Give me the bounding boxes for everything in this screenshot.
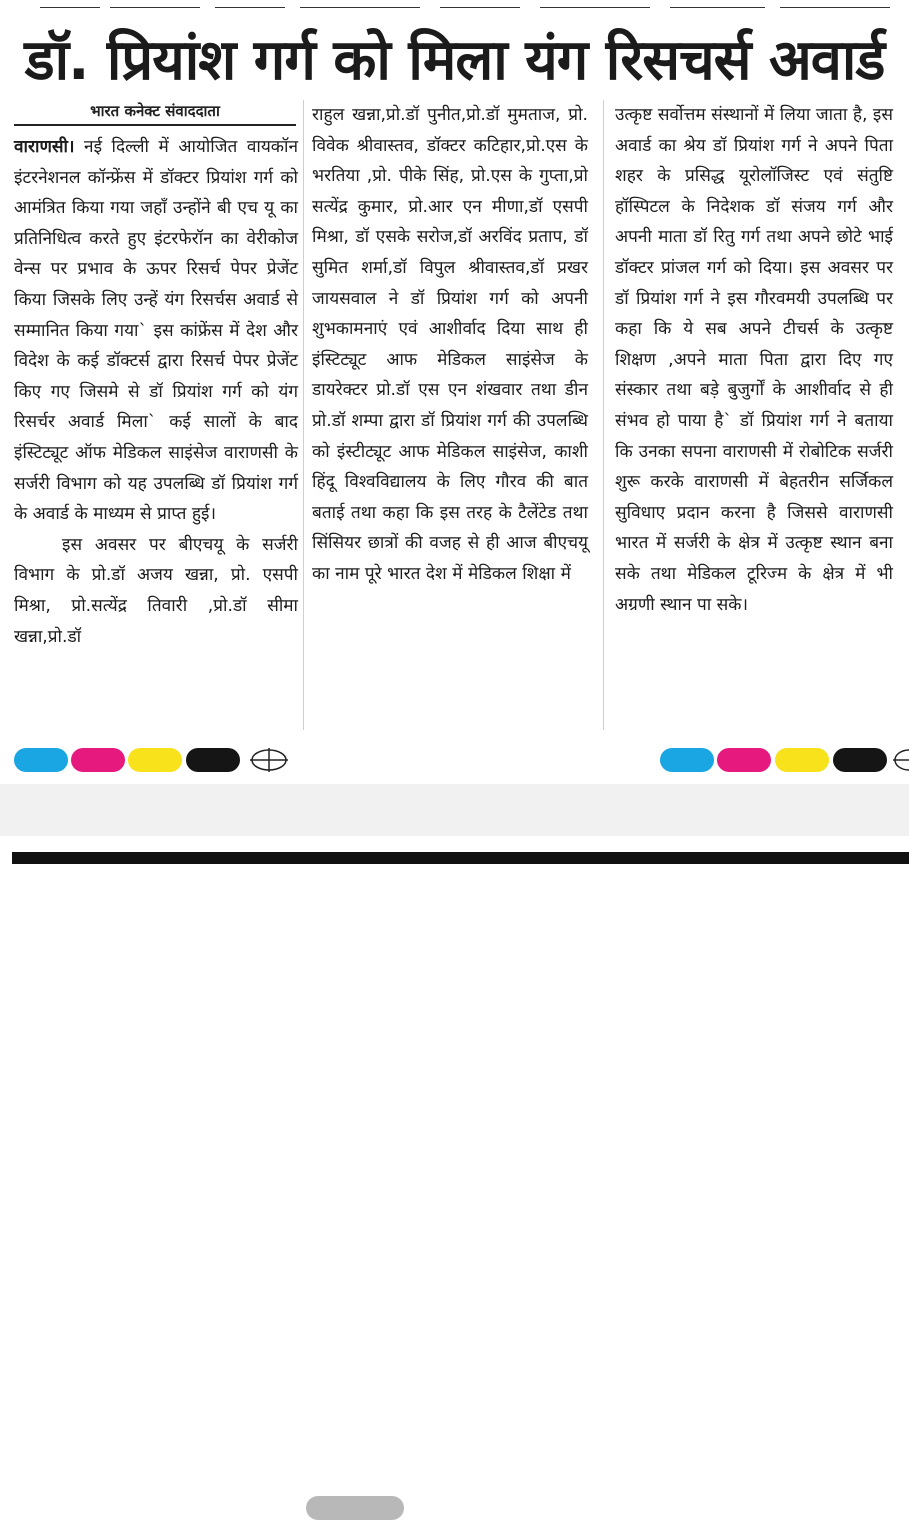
- article-column-3: [615, 100, 893, 620]
- magenta-colour-mark: [717, 748, 771, 772]
- dateline: वाराणसी।: [14, 137, 75, 157]
- bottom-edge-bar: [12, 852, 909, 864]
- paragraph-2-continued: राहुल खन्ना,प्रो.डॉ पुनीत,प्रो.डॉ मुमताज, प्रो. विवेक श्रीवास्तव, डॉक्टर कटिहार,प्रो.एस के भरतिया ,प्रो. पीके सिंह, प्रो.एस के गुप्ता,प्रो सत्येंद्र कुमार, प्रो.आर एन मीणा,डॉ एसपी मिश्रा, डॉ एसके सरोज,डॉ अरविंद प्रताप, डॉ सुमित शर्मा,डॉ विपुल श्रीवास्तव,डॉ प्रखर जायसवाल ने डॉ प्रियांश गर्ग को अपनी शुभकामनाएं एवं आशीर्वाद दिया साथ ही इंस्टिट्यूट आफ मेडिकल साइंसेज के डायरेक्टर प्रो.डॉ एस एन शंखवार तथा डीन प्रो.डॉ शम्पा द्वारा डॉ प्रियांश गर्ग की उपलब्धि को इंस्टीट्यूट आफ मेडिकल साइंसेज, काशी हिंदू विश्वविद्यालय के लिए गौरव की बात बताई तथा कहा कि इस तरह के टैलेंटेड तथा सिंसियर छात्रों की वजह से ही आज बीएचयू का नाम पूरे भारत देश में मेडिकल शिक्षा में: [312, 105, 588, 584]
- paragraph-3: उत्कृष्ट सर्वोत्तम संस्थानों में लिया जाता है, इस अवार्ड का श्रेय डॉ प्रियांश गर्ग ने अपने पिता शहर के प्रसिद्ध यूरोलॉजिस्ट एवं संतुष्टि हॉस्पिटल के निदेशक डॉ संजय गर्ग और अपनी माता डॉ रितु गर्ग तथा अपने छोटे भाई डॉक्टर प्रांजल गर्ग को दिया। इस अवसर पर डॉ प्रियांश गर्ग ने इस गौरवमयी उपलब्धि पर कहा कि ये सब अपने टीचर्स के उत्कृष्ट शिक्षण ,अपने माता पिता द्वारा दिए गए संस्कार तथा बड़े बुजुर्गों के आशीर्वाद से ही संभव हो पाया है` डॉ प्रियांश गर्ग ने बताया कि उनका सपना वाराणसी में रोबोटिक सर्जरी शुरू करके वाराणसी में बेहतरीन सर्जिकल सुविधाए प्रदान करना है जिससे वाराणसी भारत में सर्जरी के क्षेत्र में उत्कृष्ट स्थान बना सके तथा मेडिकल टूरिज्म के क्षेत्र में भी अग्रणी स्थान पा सके।: [615, 105, 893, 615]
- paragraph-2: इस अवसर पर बीएचयू के सर्जरी विभाग के प्रो.डॉ अजय खन्ना, प्रो. एसपी मिश्रा, प्रो.सत्येंद्र तिवारी ,प्रो.डॉ सीमा खन्ना,प्रो.डॉ: [14, 534, 298, 647]
- crosshair-register-icon: [893, 748, 909, 772]
- grey-colour-mark: [306, 1496, 404, 1520]
- cyan-colour-mark: [14, 748, 68, 772]
- cropped-previous-text: [0, 0, 909, 8]
- print-registration-marks: [0, 748, 909, 772]
- crosshair-register-icon: [250, 748, 288, 772]
- cyan-colour-mark: [660, 748, 714, 772]
- magenta-colour-mark: [71, 748, 125, 772]
- paragraph-1-text: नई दिल्ली में आयोजित वायकॉन इंटरनेशनल कॉन्फ्रेंस में डॉक्टर प्रियांश गर्ग को आमंत्रित किया गया जहाँ उन्होंने बी एच यू का प्रतिनिधित्व करते हुए इंटरफेरॉन का वेरीकोज वेन्स पर प्रभाव के ऊपर रिसर्च पेपर प्रेजेंट किया जिसके लिए उन्हें यंग रिसर्चस अवार्ड से सम्मानित किया गया` इस कांफ्रेंस में देश और विदेश के कई डॉक्टर्स द्वारा रिसर्च पेपर प्रेजेंट किए गए जिसमे से डॉ प्रियांश गर्ग को यंग रिसर्चर अवार्ड मिला` कई सालों के बाद इंस्टिट्यूट ऑफ मेडिकल साइंसेज वाराणसी के सर्जरी विभाग को यह उपलब्धि डॉ प्रियांश गर्ग के अवार्ड के माध्यम से प्राप्त हुई।: [14, 137, 298, 525]
- yellow-colour-mark: [128, 748, 182, 772]
- page-footer-band: [0, 784, 909, 836]
- column-rule: [603, 100, 604, 730]
- cropped-text-texture: [0, 7, 909, 8]
- black-colour-mark: [186, 748, 240, 772]
- column-rule: [303, 100, 304, 730]
- yellow-colour-mark: [775, 748, 829, 772]
- article-headline: डॉ. प्रियांश गर्ग को मिला यंग रिसचर्स अवार्ड: [24, 28, 885, 93]
- article-column-2: [312, 100, 588, 590]
- byline: भारत कनेक्ट संवाददाता: [14, 100, 296, 126]
- paragraph-1: [14, 132, 298, 530]
- article-column-1: [14, 132, 298, 652]
- black-colour-mark: [833, 748, 887, 772]
